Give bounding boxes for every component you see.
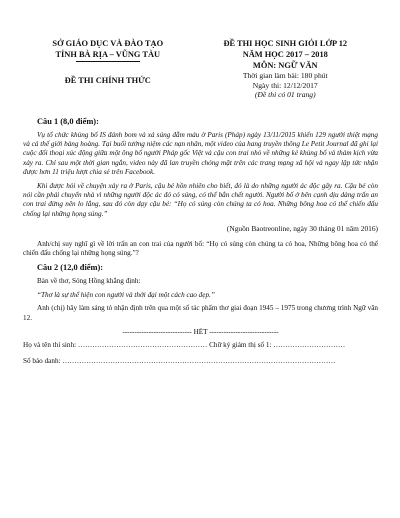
exam-duration: Thời gian làm bài: 180 phút [242, 71, 328, 80]
exam-date: Ngày thi: 12/12/2017 [252, 80, 318, 90]
department-name: SỞ GIÁO DỤC VÀ ĐÀO TẠO [52, 39, 164, 48]
end-of-exam-line: ----------------------------- HẾT ----------------------------- [122, 328, 279, 336]
province-name: TỈNH BÀ RỊA – VŨNG TÀU [55, 50, 161, 59]
candidate-id-line: Số báo danh: …………………………………………………………………………………………………… [23, 357, 336, 365]
header-left [23, 38, 193, 100]
question-1-paragraph-2: Khi được hỏi về chuyện xảy ra ở Paris, cậu bé hồn nhiên cho biết, đó là do những người ác độc gây ra. Cậu bé còn nói cần phải chuyển nhà vì những người độc ác đó có súng, có thể bắn chết người. Người bố ở bên cạnh dịu dàng trấn an con trai đừng nên lo lắng, sau đó còn dạy cậu bé: “Họ có súng còn chúng ta có hoa. Những bông hoa có thể chiến đấu chống lại những họng súng.” [23, 181, 378, 218]
header-left-underline [76, 61, 140, 62]
question-2-paragraph-1: Bàn về thơ, Sóng Hồng khẳng định: [37, 277, 141, 286]
official-exam-label: ĐỀ THI CHÍNH THỨC [64, 76, 151, 85]
candidate-name-line: Họ và tên thí sinh: ……………………………………………… Chữ ký giám thị số 1: ………………………… [23, 341, 346, 349]
exam-content [23, 116, 378, 368]
question-1-paragraph-1: Vụ tổ chức khủng bố IS đánh bom và xả súng đẫm máu ở Paris (Pháp) ngày 13/11/2015 khiến 129 người thiệt mạng và cả thế giới bàng hoàng. Tại buổi tưởng niệm các nạn nhân, một video của hang truyền thông Le Petit Journal đã ghi lại cuộc đối thoại xúc động giữa một ông bố người Pháp gốc Việt và cậu con trai nhỏ về những kẻ khủng bố và thảm kịch vừa xảy ra. Chỉ sau một thời gian ngắn, video này đã lan truyền chóng mặt trên các trang mạng xã hội và ngay lập tức nhận được hơn 11 triệu lượt chia sẻ trên Facebook. [23, 130, 378, 177]
question-1-prompt: Anh/chị suy nghĩ gì về lời trấn an con trai của người bố: “Họ có súng còn chúng ta có hoa, Những bông hoa có thể chiến đấu chống lại những họng súng.”? [23, 239, 378, 257]
question-1-title: Câu 1 (8,0 điểm): [37, 116, 99, 126]
question-1-source: (Nguồn Baotreonline, ngày 30 tháng 01 năm 2016) [226, 224, 378, 234]
question-2-prompt: Anh (chị) hãy làm sáng tỏ nhận định trên qua một số tác phẩm thơ giai đoạn 1945 – 1975 trong chương trình Ngữ văn 12. [23, 304, 378, 322]
question-2-quote: “Thơ là sự thể hiện con người và thời đại một cách cao đẹp.” [37, 290, 215, 299]
school-year: NĂM HỌC 2017 – 2018 [242, 50, 328, 59]
subject: MÔN: NGỮ VĂN [252, 61, 318, 70]
exam-header [23, 38, 378, 100]
exam-title: ĐỀ THI HỌC SINH GIỎI LỚP 12 [223, 39, 348, 48]
question-2-title: Câu 2 (12,0 điểm): [37, 263, 104, 273]
page-count-note: (Đề thi có 01 trang) [254, 90, 316, 99]
header-right [193, 38, 378, 100]
